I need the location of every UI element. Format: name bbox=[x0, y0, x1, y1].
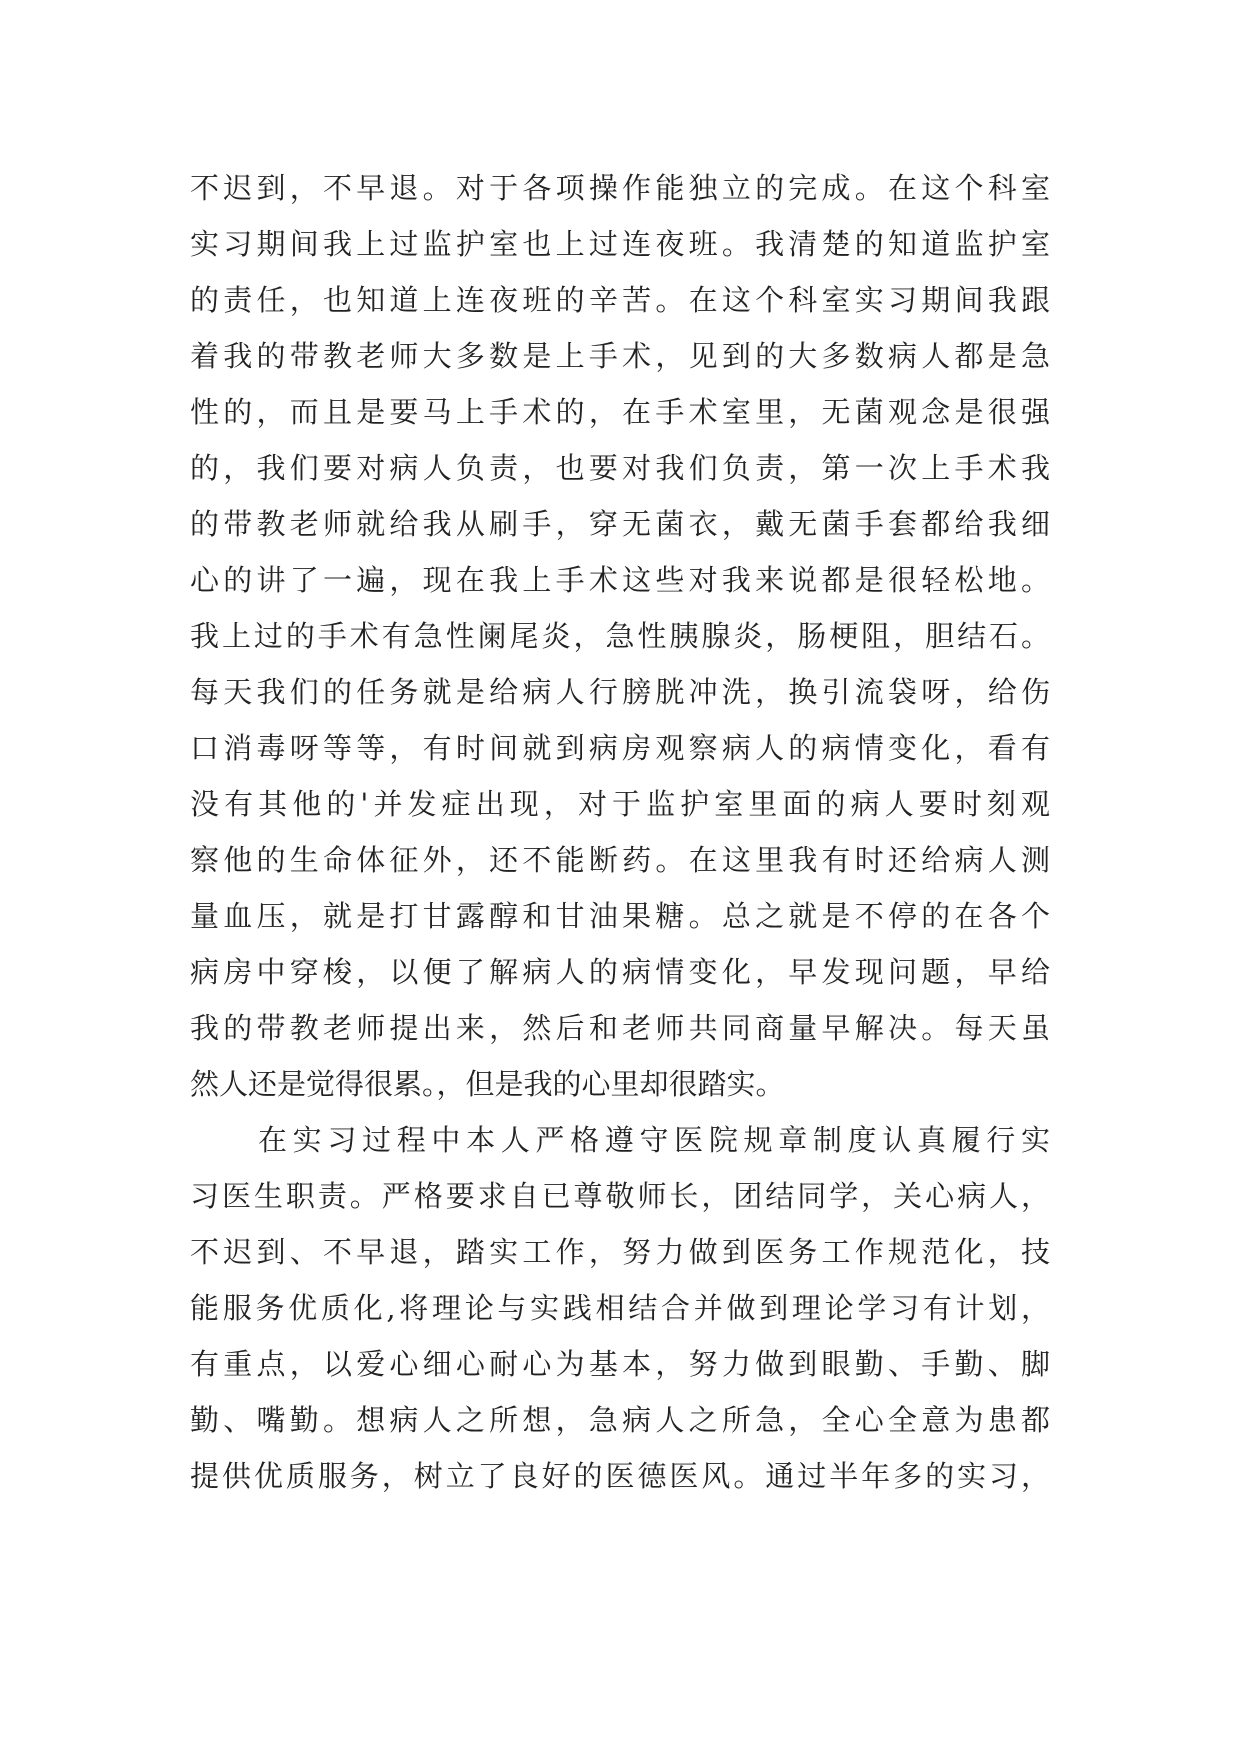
document-body bbox=[190, 160, 1050, 1504]
text-line: 我的带教老师提出来，然后和老师共同商量早解决。每天虽 bbox=[190, 1011, 1050, 1045]
text-line: 每天我们的任务就是给病人行膀胱冲洗，换引流袋呀，给伤 bbox=[190, 675, 1050, 709]
text-line: 没有其他的'并发症出现，对于监护室里面的病人要时刻观 bbox=[190, 787, 1050, 821]
text-line: 着我的带教老师大多数是上手术，见到的大多数病人都是急 bbox=[190, 339, 1050, 373]
text-line: 的责任，也知道上连夜班的辛苦。在这个科室实习期间我跟 bbox=[190, 283, 1050, 317]
text-line: 勤、嘴勤。想病人之所想，急病人之所急，全心全意为患都 bbox=[190, 1403, 1050, 1437]
paragraph-1 bbox=[190, 160, 1050, 1112]
text-line: 察他的生命体征外，还不能断药。在这里我有时还给病人测 bbox=[190, 843, 1050, 877]
text-line: 性的，而且是要马上手术的，在手术室里，无菌观念是很强 bbox=[190, 395, 1050, 429]
text-line: 在实习过程中本人严格遵守医院规章制度认真履行实 bbox=[258, 1123, 1050, 1157]
text-line: 不迟到、不早退，踏实工作，努力做到医务工作规范化，技 bbox=[190, 1235, 1050, 1269]
text-line: 心的讲了一遍，现在我上手术这些对我来说都是很轻松地。 bbox=[190, 563, 1050, 597]
text-line: 能服务优质化,将理论与实践相结合并做到理论学习有计划， bbox=[190, 1291, 1050, 1325]
text-line: 的，我们要对病人负责，也要对我们负责，第一次上手术我 bbox=[190, 451, 1050, 485]
paragraph-2 bbox=[190, 1112, 1050, 1504]
text-line: 提供优质服务，树立了良好的医德医风。通过半年多的实习， bbox=[190, 1459, 1050, 1493]
text-line: 有重点，以爱心细心耐心为基本，努力做到眼勤、手勤、脚 bbox=[190, 1347, 1050, 1381]
text-line: 量血压，就是打甘露醇和甘油果糖。总之就是不停的在各个 bbox=[190, 899, 1050, 933]
text-line: 病房中穿梭，以便了解病人的病情变化，早发现问题，早给 bbox=[190, 955, 1050, 989]
text-line: 我上过的手术有急性阑尾炎，急性胰腺炎，肠梗阻，胆结石。 bbox=[190, 619, 1050, 653]
text-line: 的带教老师就给我从刷手，穿无菌衣，戴无菌手套都给我细 bbox=[190, 507, 1050, 541]
text-line: 习医生职责。严格要求自已尊敬师长，团结同学，关心病人， bbox=[190, 1179, 1050, 1213]
text-line: 实习期间我上过监护室也上过连夜班。我清楚的知道监护室 bbox=[190, 227, 1050, 261]
text-line: 不迟到，不早退。对于各项操作能独立的完成。在这个科室 bbox=[190, 171, 1050, 205]
text-line: 然人还是觉得很累。，但是我的心里却很踏实。 bbox=[190, 1067, 785, 1101]
text-line: 口消毒呀等等，有时间就到病房观察病人的病情变化，看有 bbox=[190, 731, 1050, 765]
